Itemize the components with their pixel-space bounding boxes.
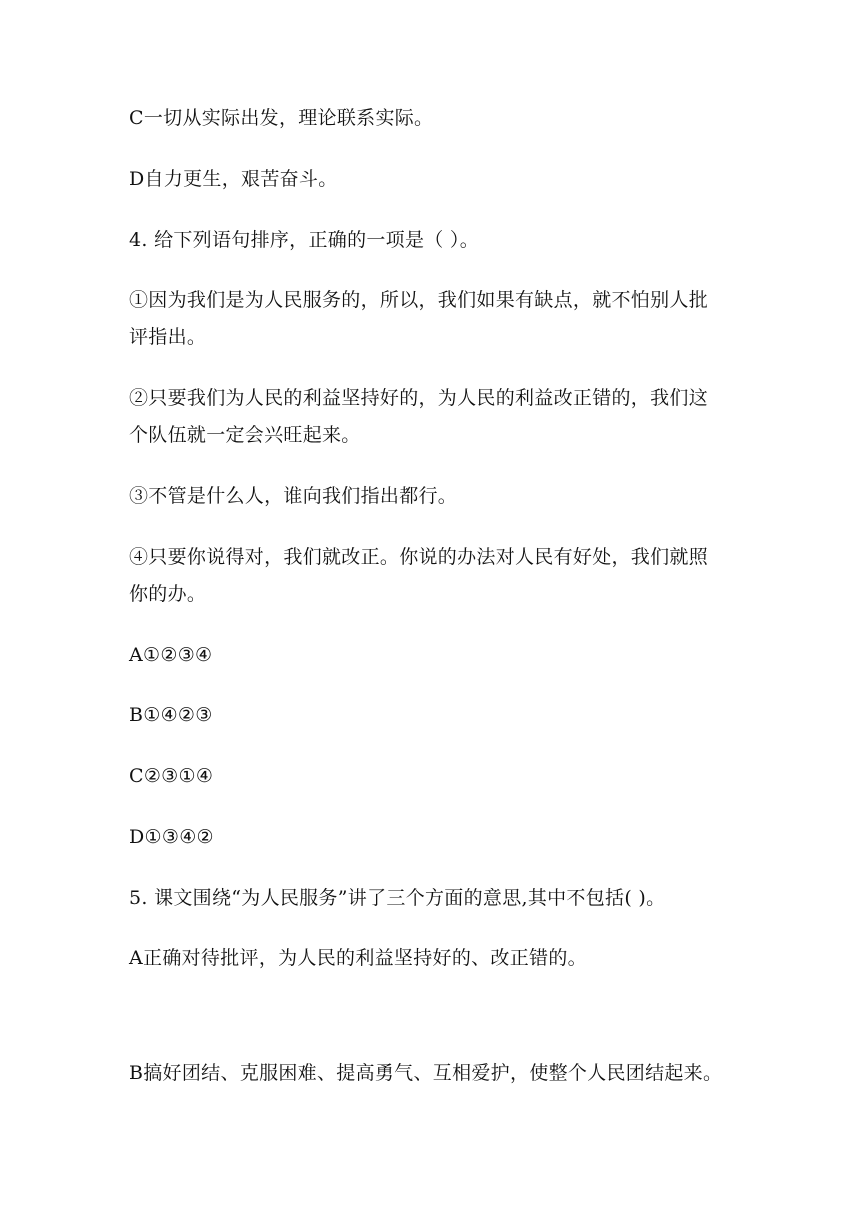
sentence-1-line-2: 评指出。	[129, 326, 207, 348]
sentence-4-line-1: ④只要你说得对，我们就改正。你说的办法对人民有好处，我们就照	[129, 546, 709, 568]
option-c-q3: C一切从实际出发，理论联系实际。	[129, 107, 434, 129]
question-5: 5. 课文围绕“为人民服务”讲了三个方面的意思,其中不包括( )。	[129, 887, 666, 909]
question-4: 4. 给下列语句排序，正确的一项是（ ）。	[129, 229, 480, 251]
option-c-q4: C②③①④	[129, 765, 214, 787]
option-b-q4: B①④②③	[129, 704, 213, 726]
option-a-q5: A正确对待批评，为人民的利益坚持好的、改正错的。	[129, 947, 587, 969]
option-d-q4: D①③④②	[129, 826, 214, 848]
option-b-q5: B搞好团结、克服困难、提高勇气、互相爱护，使整个人民团结起来。	[129, 1062, 723, 1084]
sentence-1-line-1: ①因为我们是为人民服务的，所以，我们如果有缺点，就不怕别人批	[129, 289, 709, 311]
sentence-3: ③不管是什么人，谁向我们指出都行。	[129, 485, 458, 507]
sentence-2-line-2: 个队伍就一定会兴旺起来。	[129, 424, 361, 446]
sentence-2-line-1: ②只要我们为人民的利益坚持好的，为人民的利益改正错的，我们这	[129, 387, 709, 409]
option-d-q3: D自力更生，艰苦奋斗。	[129, 168, 338, 190]
sentence-4-line-2: 你的办。	[129, 583, 207, 605]
option-a-q4: A①②③④	[129, 644, 213, 666]
